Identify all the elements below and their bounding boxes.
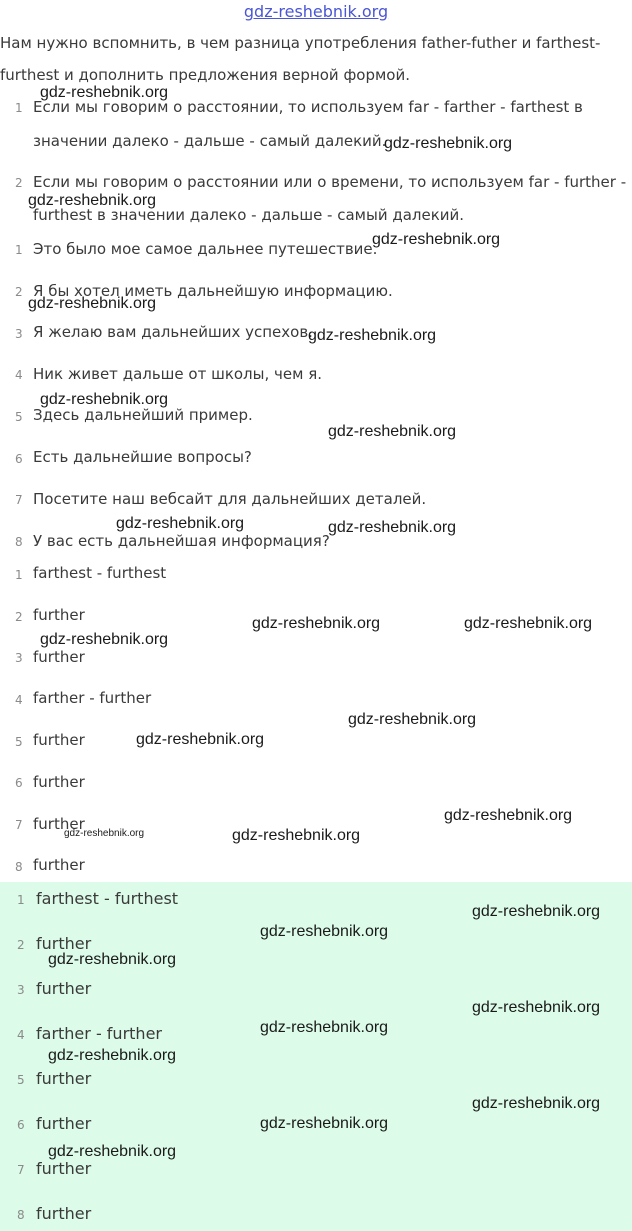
rule-number: 2 <box>15 176 23 190</box>
watermark: gdz-reshebnik.org <box>48 1047 177 1064</box>
final-answer-number: 4 <box>17 1028 25 1042</box>
answer-number: 4 <box>15 693 23 707</box>
watermark: gdz-reshebnik.org <box>260 1115 389 1132</box>
watermark: gdz-reshebnik.org <box>252 615 381 632</box>
answer-text: farthest - furthest <box>33 564 167 582</box>
watermark: gdz-reshebnik.org <box>464 615 593 632</box>
translation-text: Есть дальнейшие вопросы? <box>33 448 252 466</box>
translation-number: 2 <box>15 285 23 299</box>
rule-line: Если мы говорим о расстоянии, то используем far - farther - farthest в <box>33 98 583 116</box>
watermark: gdz-reshebnik.org <box>472 999 601 1016</box>
final-answer-number: 5 <box>17 1073 25 1087</box>
translation-text: Я желаю вам дальнейших успехов. <box>33 323 313 341</box>
watermark: gdz-reshebnik.org <box>260 1019 389 1036</box>
translation-text: Это было мое самое дальнее путешествие. <box>33 240 378 258</box>
translation-number: 6 <box>15 452 23 466</box>
watermark: gdz-reshebnik.org <box>328 423 457 440</box>
answer-text: farther - further <box>33 689 152 707</box>
watermark: gdz-reshebnik.org <box>308 327 437 344</box>
rule-line: Если мы говорим о расстоянии или о времени, то используем far - further - <box>33 173 627 191</box>
final-answer-text: further <box>36 1159 92 1178</box>
final-answer-number: 3 <box>17 983 25 997</box>
translation-text: Ник живет дальше от школы, чем я. <box>33 365 322 383</box>
watermark: gdz-reshebnik.org <box>260 923 389 940</box>
answer-text: further <box>33 606 85 624</box>
watermark: gdz-reshebnik.org <box>48 1143 177 1160</box>
watermark: gdz-reshebnik.org <box>348 711 477 728</box>
final-answer-text: further <box>36 1204 92 1223</box>
watermark: gdz-reshebnik.org <box>384 135 513 152</box>
answer-number: 2 <box>15 610 23 624</box>
watermark: gdz-reshebnik.org <box>28 295 157 312</box>
watermark: gdz-reshebnik.org <box>40 84 169 101</box>
translation-number: 4 <box>15 368 23 382</box>
watermark: gdz-reshebnik.org <box>28 192 157 209</box>
answer-text: further <box>33 648 85 666</box>
intro-line-2: furthest и дополнить предложения верной формой. <box>0 66 410 84</box>
final-answer-text: further <box>36 979 92 998</box>
watermark: gdz-reshebnik.org <box>472 1095 601 1112</box>
answer-number: 5 <box>15 735 23 749</box>
final-answer-number: 1 <box>17 893 25 907</box>
translation-number: 7 <box>15 493 23 507</box>
final-answer-text: further <box>36 1114 92 1133</box>
watermark: gdz-reshebnik.org <box>328 519 457 536</box>
answer-number: 1 <box>15 568 23 582</box>
answer-number: 6 <box>15 776 23 790</box>
final-answer-number: 7 <box>17 1163 25 1177</box>
watermark: gdz-reshebnik.org <box>232 827 361 844</box>
final-answer-number: 6 <box>17 1118 25 1132</box>
final-answer-text: further <box>36 1069 92 1088</box>
watermark: gdz-reshebnik.org <box>444 807 573 824</box>
watermark: gdz-reshebnik.org <box>64 828 145 839</box>
answer-text: further <box>33 815 85 833</box>
translation-number: 8 <box>15 535 23 549</box>
translation-text: У вас есть дальнейшая информация? <box>33 532 330 550</box>
watermark: gdz-reshebnik.org <box>40 631 169 648</box>
final-answer-text: farthest - furthest <box>36 889 179 908</box>
translation-number: 3 <box>15 327 23 341</box>
translation-text: Я бы хотел иметь дальнейшую информацию. <box>33 282 393 300</box>
final-answer-number: 8 <box>17 1208 25 1222</box>
answer-number: 8 <box>15 860 23 874</box>
translation-text: Посетите наш вебсайт для дальнейших деталей. <box>33 490 427 508</box>
watermark: gdz-reshebnik.org <box>472 903 601 920</box>
translation-number: 5 <box>15 410 23 424</box>
answer-text: further <box>33 731 85 749</box>
watermark: gdz-reshebnik.org <box>40 391 169 408</box>
answer-text: further <box>33 856 85 874</box>
intro-line-1: Нам нужно вспомнить, в чем разница употребления father-futher и farthest- <box>0 34 601 52</box>
rule-line: furthest в значении далеко - дальше - самый далекий. <box>33 206 465 224</box>
final-answer-text: further <box>36 934 92 953</box>
final-answer-text: farther - further <box>36 1024 162 1043</box>
watermark: gdz-reshebnik.org <box>116 515 245 532</box>
rule-line: значении далеко - дальше - самый далекий. <box>33 132 387 150</box>
site-title-link[interactable]: gdz-reshebnik.org <box>243 2 389 21</box>
final-answer-number: 2 <box>17 938 25 952</box>
watermark: gdz-reshebnik.org <box>372 231 501 248</box>
translation-number: 1 <box>15 243 23 257</box>
rule-number: 1 <box>15 101 23 115</box>
watermark: gdz-reshebnik.org <box>48 951 177 968</box>
translation-text: Здесь дальнейший пример. <box>33 406 253 424</box>
answer-number: 7 <box>15 818 23 832</box>
watermark: gdz-reshebnik.org <box>136 731 265 748</box>
answer-text: further <box>33 773 85 791</box>
answer-number: 3 <box>15 651 23 665</box>
